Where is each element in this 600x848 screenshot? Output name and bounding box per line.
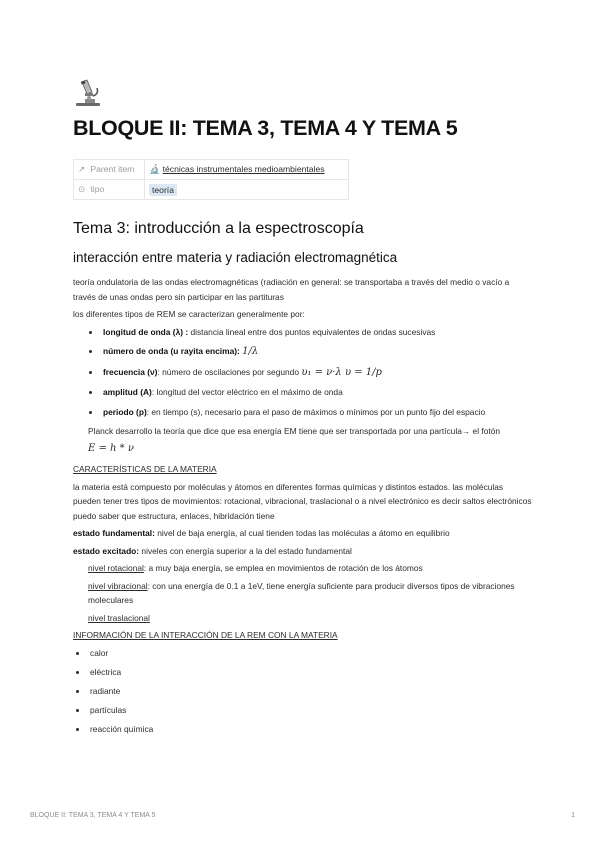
section-caracteristicas: CARACTERÍSTICAS DE LA MATERIA [73,464,217,474]
microscope-icon: 🔬 [149,164,161,174]
rem-list [73,325,533,420]
nivel-rotacional: nivel rotacional: a muy baja energía, se emplea en movimientos de rotación de los átomos [88,563,423,573]
list-item: • longitud de onda (λ) : distancia lineal entre dos puntos equivalentes de ondas sucesivas [101,325,533,340]
nivel-vibracional: nivel vibracional: con una energía de 0.1 a 1eV, tiene energía suficiente para producir diversos tipos de vibraciones moleculares [88,580,515,605]
page-number: 1 [571,812,575,819]
nivel-traslacional: nivel traslacional [88,612,150,623]
property-row-tipo[interactable] [74,180,349,200]
tipo-tag[interactable]: teoría [149,184,177,196]
list-item: • reacción química [88,722,533,737]
list-item: • radiante [88,684,533,699]
paragraph-materia: la materia está compuesto por moléculas y átomos en diferentes formas químicas y distintos estados. las moléculas pueden tener tres tipos de movimientos: rotacional, vibracional, traslacional o a nivel electrónico es decir saltos electrónicos puedo saber que estructura, enlaces, hibridación tiene [73,481,532,521]
section-informacion: INFORMACIÓN DE LA INTERACCIÓN DE LA REM CON LA MATERIA [73,630,338,640]
parent-item-link[interactable]: técnicas instrumentales medioambientales [162,164,325,174]
property-value[interactable] [145,160,349,180]
select-circle-icon: ⊙ [78,184,86,194]
list-item: • número de onda (u rayita encima): 1/λ [101,344,533,360]
paragraph-estado-excitado: estado excitado: niveles con energía superior a la del estado fundamental [73,545,352,556]
property-row-parent[interactable] [74,160,349,180]
planck-formula: E = h * ν [88,442,134,454]
footer-title: BLOQUE II: TEMA 3, TEMA 4 Y TEMA 5 [30,812,156,819]
document-body [73,275,533,741]
list-item: • calor [88,646,533,661]
paragraph-tipos: los diferentes tipos de REM se caracterizan generalmente por: [73,309,305,319]
heading-tema3: Tema 3: introducción a la espectroscopía [73,220,364,237]
microscope-icon [73,78,103,108]
properties-table [73,159,349,200]
list-item: • periodo (p): en tiempo (s), necesario para el paso de máximos o mínimos por un punto fijo del espacio [101,405,533,420]
page-title: BLOQUE II: TEMA 3, TEMA 4 Y TEMA 5 [73,116,458,140]
property-key: ↗ Parent item [74,160,145,180]
paragraph-estado-fundamental: estado fundamental: nivel de baja energía, al cual tienden todas las moléculas a átomo en equilibrio [73,528,450,538]
arrow-up-right-icon: ↗ [78,164,86,174]
page-footer [30,812,575,819]
list-item: • partículas [88,703,533,718]
list-item: • amplitud (A): longitud del vector eléctrico en el máximo de onda [101,385,533,400]
property-value[interactable] [145,180,349,200]
property-key: ⊙ tipo [74,180,145,200]
heading-interaccion: interacción entre materia y radiación electromagnética [73,250,398,265]
list-item: • frecuencia (ν): número de oscilaciones por segundo υ₁ = ν·λ υ = 1/p [101,365,533,381]
paragraph-planck: Planck desarrollo la teoría que dice que esa energía EM tiene que ser transportada por una partícula→ el fotón [88,426,501,436]
paragraph-ondulatoria: teoría ondulatoria de las ondas electromagnéticas (radiación en general: se transportaba a través del medio o vacío a través de unas ondas pero sin participar en las partituras [73,277,510,302]
informacion-list [73,646,533,737]
list-item: • eléctrica [88,665,533,680]
